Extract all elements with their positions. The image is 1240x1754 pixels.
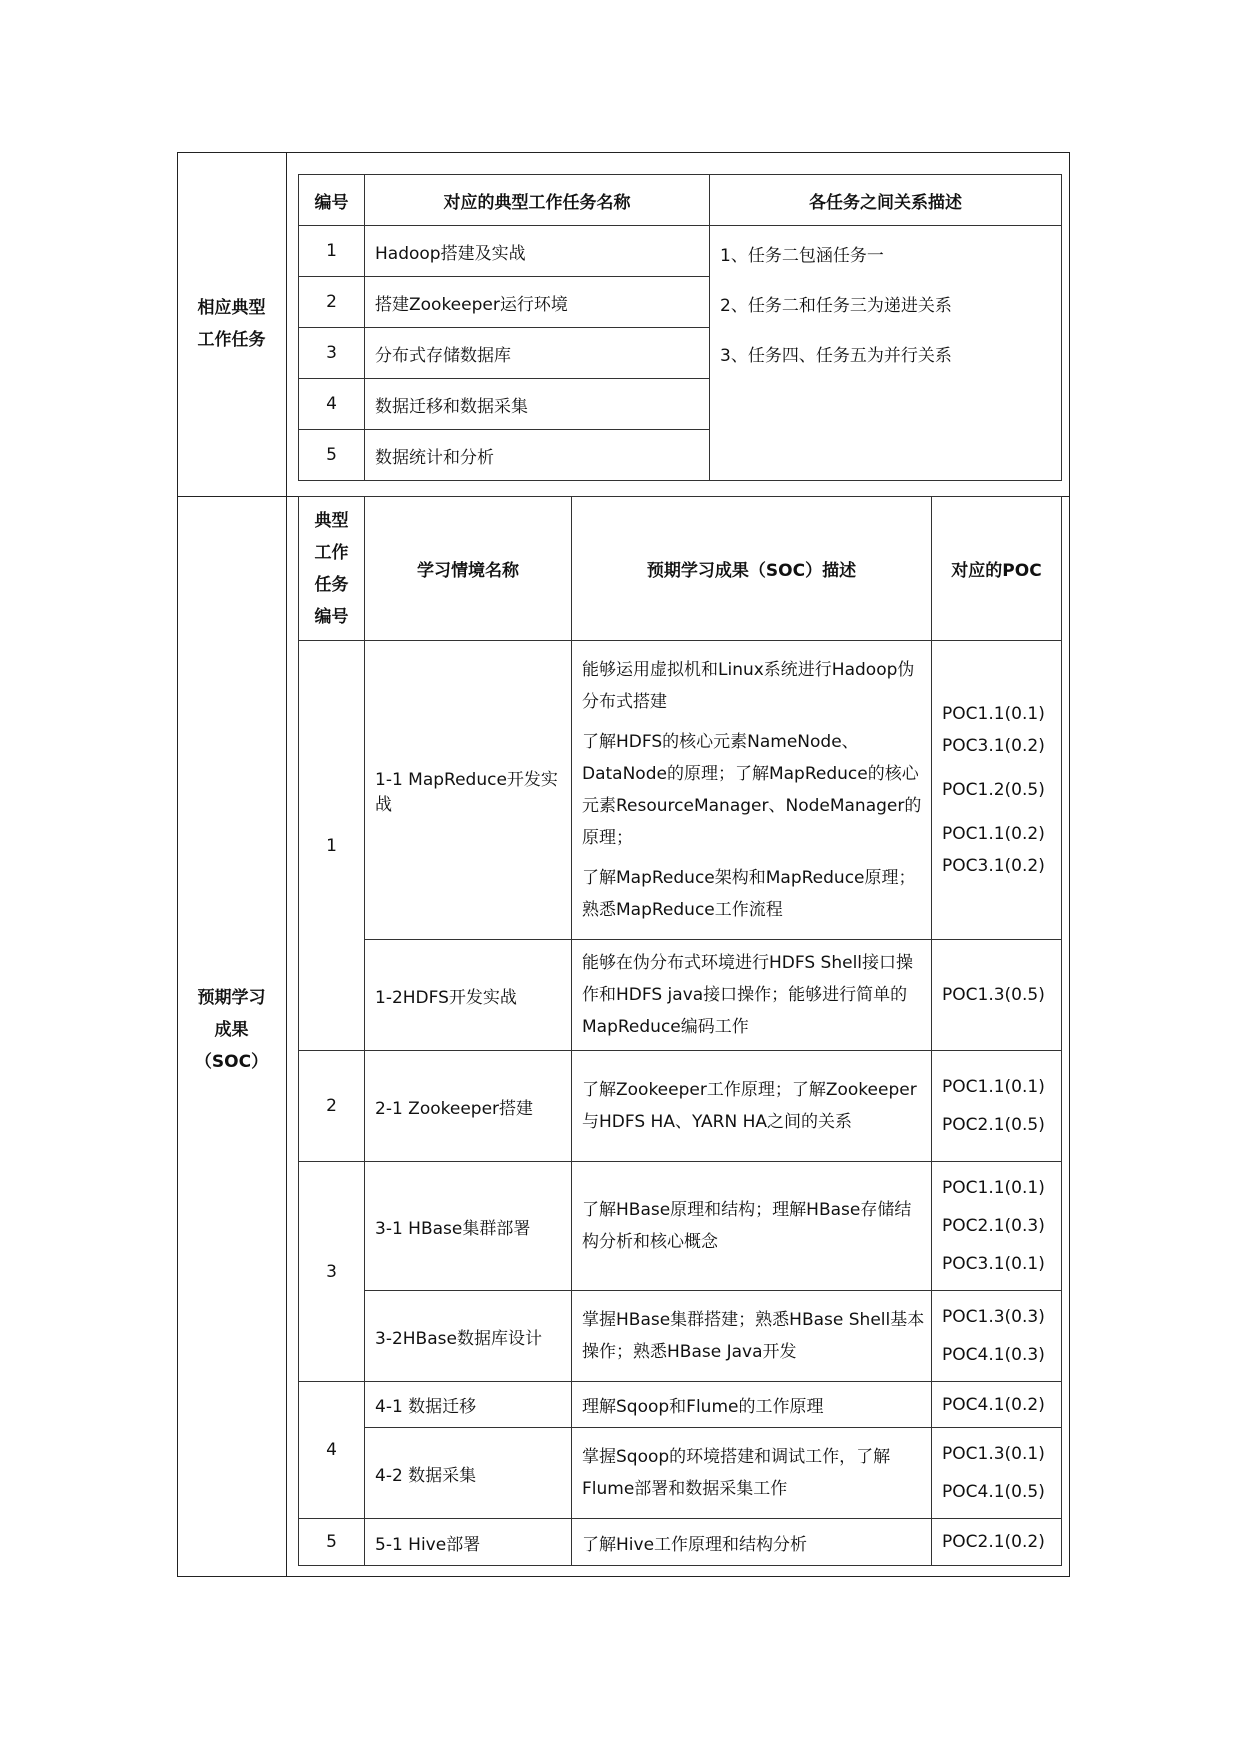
poc-item: POC4.1(0.5) — [942, 1482, 1045, 1502]
table-row — [299, 1162, 1062, 1291]
task-name: 分布式存储数据库 — [365, 328, 710, 379]
header-relation: 各任务之间关系描述 — [710, 175, 1062, 226]
task-no: 2 — [299, 277, 365, 328]
scenario-name: 5-1 Hive部署 — [365, 1519, 572, 1566]
poc-item: POC1.1(0.2) — [942, 824, 1045, 844]
poc-list — [932, 1428, 1062, 1519]
header-line: 典型 — [314, 510, 349, 531]
label-column-divider — [286, 152, 287, 1577]
poc-item: POC1.3(0.5) — [942, 985, 1045, 1005]
section2-label-line1: 预期学习 — [197, 988, 266, 1008]
table-row — [299, 1291, 1062, 1382]
poc-item: POC3.1(0.2) — [942, 856, 1045, 876]
scenario-name: 4-1 数据迁移 — [365, 1382, 572, 1428]
table-row — [299, 1382, 1062, 1428]
section2-label-line3: （SOC） — [194, 1052, 269, 1072]
relation-item: 1、任务二包涵任务一 — [720, 246, 884, 266]
soc-description — [572, 940, 932, 1051]
header-scenario: 学习情境名称 — [365, 497, 572, 641]
group-task-no: 1 — [299, 641, 365, 1051]
poc-item: POC2.1(0.5) — [942, 1115, 1045, 1135]
header-line: 任务 — [314, 574, 349, 595]
scenario-name: 4-2 数据采集 — [365, 1428, 572, 1519]
relation-item: 3、任务四、任务五为并行关系 — [720, 346, 952, 366]
scenario-name: 2-1 Zookeeper搭建 — [365, 1051, 572, 1162]
relation-item: 2、任务二和任务三为递进关系 — [720, 296, 952, 316]
soc-description — [572, 1162, 932, 1291]
poc-list — [932, 1051, 1062, 1162]
poc-item: POC2.1(0.3) — [942, 1216, 1045, 1236]
poc-item: POC4.1(0.2) — [932, 1382, 1062, 1428]
soc-description: 了解Hive工作原理和结构分析 — [572, 1519, 932, 1566]
typical-tasks-table — [298, 174, 1062, 481]
soc-paragraph: 掌握HBase集群搭建；熟悉HBase Shell基本操作；熟悉HBase Java开发 — [582, 1310, 925, 1362]
header-task-no: 编号 — [299, 175, 365, 226]
header-line: 工作 — [314, 542, 349, 563]
group-task-no: 4 — [299, 1382, 365, 1519]
scenario-name: 1-1 MapReduce开发实战 — [365, 641, 572, 940]
task-name: 数据迁移和数据采集 — [365, 379, 710, 430]
poc-item: POC1.3(0.3) — [942, 1307, 1045, 1327]
task-no: 4 — [299, 379, 365, 430]
header-typical-task-no — [299, 497, 365, 641]
header-line: 编号 — [314, 606, 349, 627]
poc-list — [932, 1162, 1062, 1291]
poc-item: POC1.1(0.1) — [942, 1178, 1045, 1198]
soc-description: 理解Sqoop和Flume的工作原理 — [572, 1382, 932, 1428]
scenario-name: 3-1 HBase集群部署 — [365, 1162, 572, 1291]
poc-list — [932, 641, 1062, 940]
task-name: 搭建Zookeeper运行环境 — [365, 277, 710, 328]
poc-item: POC3.1(0.2) — [942, 736, 1045, 756]
section1-label-line1: 相应典型 — [197, 298, 266, 318]
poc-item: POC4.1(0.3) — [942, 1345, 1045, 1365]
soc-paragraph: 了解HBase原理和结构；理解HBase存储结构分析和核心概念 — [582, 1200, 912, 1252]
section2-label — [177, 982, 286, 1078]
table-row — [299, 226, 1062, 277]
poc-item: POC1.2(0.5) — [942, 780, 1045, 800]
header-poc: 对应的POC — [932, 497, 1062, 641]
group-task-no: 5 — [299, 1519, 365, 1566]
header-task-name: 对应的典型工作任务名称 — [365, 175, 710, 226]
table-row — [299, 1428, 1062, 1519]
task-name: Hadoop搭建及实战 — [365, 226, 710, 277]
task-no: 1 — [299, 226, 365, 277]
poc-item: POC3.1(0.1) — [942, 1254, 1045, 1274]
soc-description — [572, 1291, 932, 1382]
soc-description — [572, 1428, 932, 1519]
task-no: 5 — [299, 430, 365, 481]
group-task-no: 3 — [299, 1162, 365, 1382]
table-row — [299, 940, 1062, 1051]
relations-cell — [710, 226, 1062, 481]
soc-header-row — [299, 497, 1062, 641]
poc-list — [932, 1291, 1062, 1382]
poc-item: POC1.3(0.1) — [942, 1444, 1045, 1464]
soc-description — [572, 641, 932, 940]
tasks-header-row — [299, 175, 1062, 226]
task-no: 3 — [299, 328, 365, 379]
section1-label-line2: 工作任务 — [197, 330, 266, 350]
poc-list — [932, 940, 1062, 1051]
group-task-no: 2 — [299, 1051, 365, 1162]
header-soc: 预期学习成果（SOC）描述 — [572, 497, 932, 641]
soc-table — [298, 496, 1062, 1566]
poc-item: POC2.1(0.2) — [932, 1519, 1062, 1566]
scenario-name: 3-2HBase数据库设计 — [365, 1291, 572, 1382]
table-row — [299, 641, 1062, 940]
task-name: 数据统计和分析 — [365, 430, 710, 481]
soc-paragraph: 了解Zookeeper工作原理；了解Zookeeper与HDFS HA、YARN HA之间的关系 — [582, 1080, 917, 1132]
table-row — [299, 1519, 1062, 1566]
soc-paragraph: 能够运用虚拟机和Linux系统进行Hadoop伪分布式搭建 — [582, 660, 915, 712]
soc-paragraph: 了解HDFS的核心元素NameNode、DataNode的原理；了解MapReduce的核心元素ResourceManager、NodeManager的原理； — [582, 732, 922, 848]
section1-label — [177, 292, 286, 356]
section2-label-line2: 成果 — [214, 1020, 249, 1040]
soc-description — [572, 1051, 932, 1162]
poc-item: POC1.1(0.1) — [942, 1077, 1045, 1097]
poc-item: POC1.1(0.1) — [942, 704, 1045, 724]
soc-paragraph: 掌握Sqoop的环境搭建和调试工作，了解Flume部署和数据采集工作 — [582, 1447, 891, 1499]
scenario-name: 1-2HDFS开发实战 — [365, 940, 572, 1051]
soc-paragraph: 了解MapReduce架构和MapReduce原理；熟悉MapReduce工作流程 — [582, 868, 916, 920]
soc-paragraph: 能够在伪分布式环境进行HDFS Shell接口操作和HDFS java接口操作；能够进行简单的MapReduce编码工作 — [582, 953, 914, 1037]
table-row — [299, 1051, 1062, 1162]
